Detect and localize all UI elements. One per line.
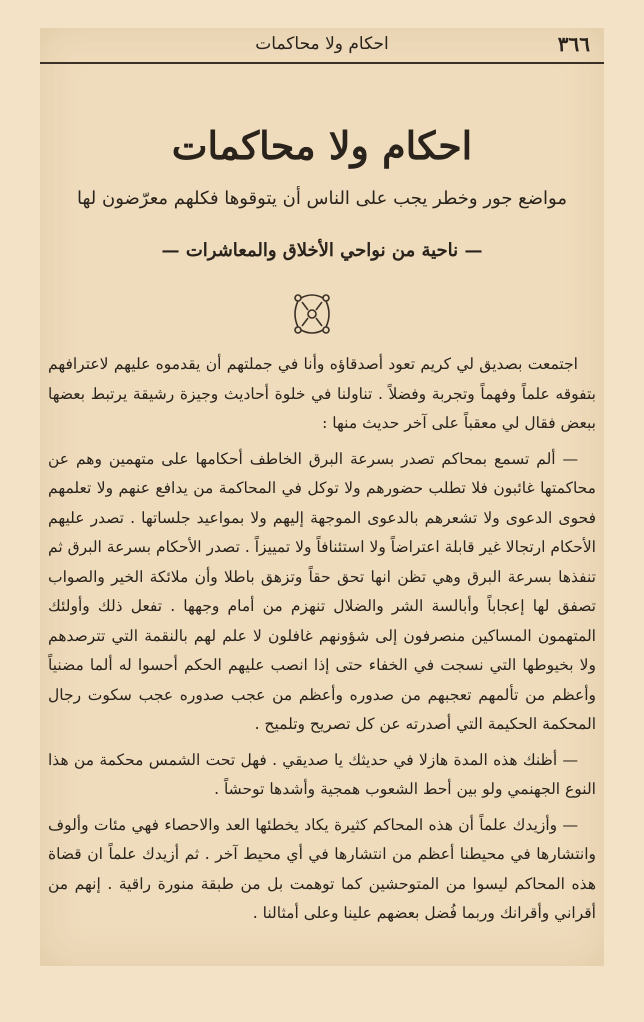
running-header [40, 28, 604, 64]
section-label: — ناحية من نواحي الأخلاق والمعاشرات — [161, 240, 483, 261]
page-number: ٣٦٦ [557, 32, 590, 56]
running-title: احكام ولا محاكمات [255, 34, 389, 54]
article-title: احكام ولا محاكمات [171, 123, 473, 168]
article-body [48, 350, 596, 935]
paragraph-2: — ألم تسمع بمحاكم تصدر بسرعة البرق الخاطف أحكامها على متهمين وهم عن محاكمتها غائبون فلا تطلب حضورهم ولا توكل في المحاكمة من يدافع عنهم ولا تعلمهم فحوى الدعوى ولا تشعرهم بالدعوى الموجهة إليهم ولا بمواعيد جلساتها . تصدر عليهم الأحكام ارتجالا غير قابلة اعتراضاً ولا استئنافاً ولا تمييزاً . تصدر الأحكام بسرعة البرق ثم تنفذها بسرعة البرق وهي تظن انها تحق حقاً وتزهق باطلا وأن ملائكة الخير والصواب تصفق لها إعجاباً وأبالسة الشر والضلال تنهزم من أمام وجهها . تفعل ذلك وأولئك المتهمون المساكين منصرفون إلى شؤونهم غافلون لا علم لهم بالنقمة التي تترصدهم ولا بخيوطها التي نسجت في الخفاء حتى إذا انصب عليهم الحكم أحسوا له ألما مضنياً وأعظم من تألمهم تعجبهم من صدوره وأعظم من عجب صدوره عجب سكوت رجال المحكمة الحكيمة التي أصدرته عن كل تصريح وتلميح . [48, 449, 596, 733]
floral-ornament-icon [290, 290, 334, 338]
paragraph-1: اجتمعت بصديق لي كريم تعود أصدقاؤه وأنا في جملتهم أن يقدموه عليهم لاعترافهم بتفوقه علماً وفهماً وتجربة وفضلاً . تناولنا في خلوة أحاديث وجيزة رشيقة يرتبط بعضها ببعض فقال لي معقباً على آخر حديث منها : [48, 355, 596, 432]
paragraph-4: — وأزيدك علماً أن هذه المحاكم كثيرة يكاد يخطئها العد والاحصاء فهي مئات وألوف وانتشارها في محيطنا أعظم من انتشارها في أي محيط آخر . ثم أزيدك علماً ان قضاة هذه المحاكم ليسوا من المتوحشين كما توهمت بل من طبقة منورة راقية . إنهم من أقراني وأقرانك وربما فُضل بعضهم علينا وعلى أمثالنا . [48, 815, 596, 922]
book-page [40, 28, 604, 966]
article-subtitle: مواضع جور وخطر يجب على الناس أن يتوقوها فكلهم معرّضون لها [77, 188, 567, 209]
paragraph-3: — أظنك هذه المدة هازلا في حديثك يا صديقي . فهل تحت الشمس محكمة من هذا النوع الجهنمي ولو بين أحط الشعوب همجية وأشدها توحشاً . [48, 750, 596, 798]
